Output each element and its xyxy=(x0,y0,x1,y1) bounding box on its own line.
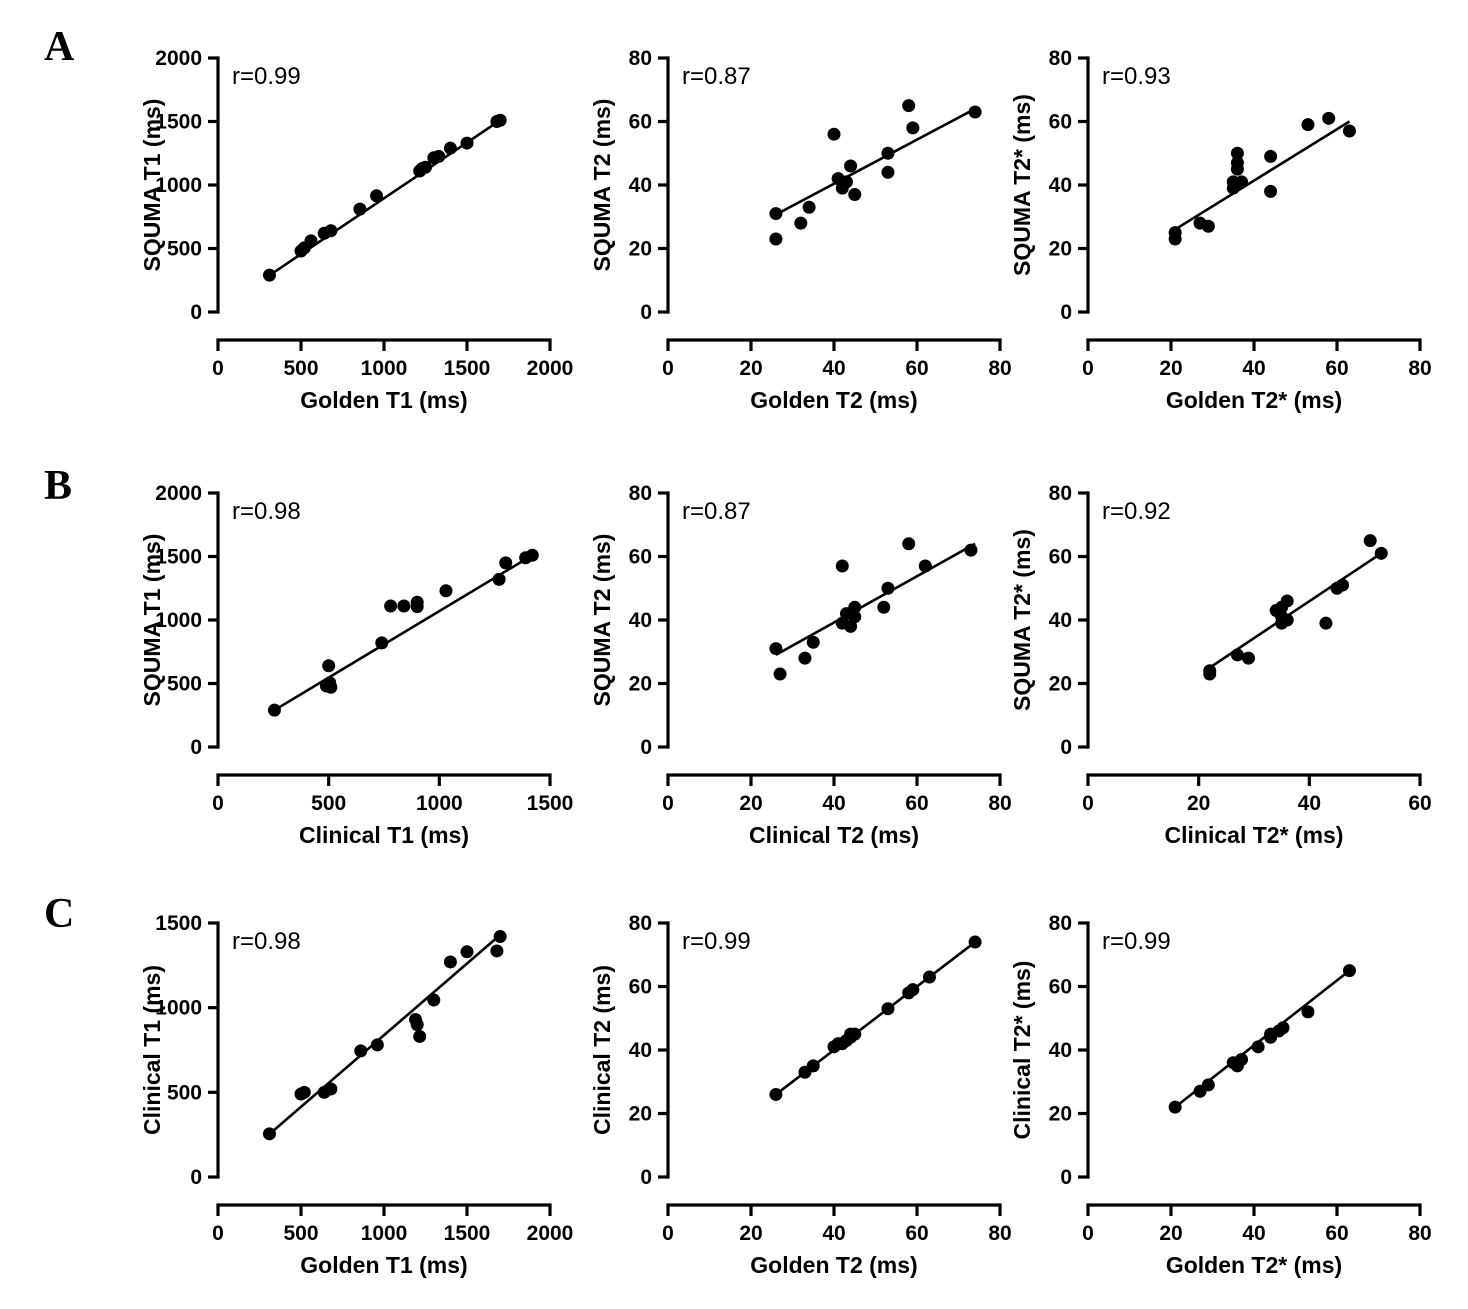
chart-c2-x-tick-label: 80 xyxy=(988,1222,1012,1245)
chart-a3-y-tick-label: 80 xyxy=(1048,47,1072,70)
chart-a2-data-point xyxy=(803,201,816,214)
chart-b3-x-tick-label: 20 xyxy=(1186,792,1211,815)
chart-c2-data-point xyxy=(969,936,982,949)
chart-a3-y-tick-label: 60 xyxy=(1048,110,1072,134)
chart-a3-x-tick-label: 20 xyxy=(1159,357,1183,380)
chart-b3-y-tick-label: 40 xyxy=(1048,609,1072,632)
chart-c3-x-tick-label: 40 xyxy=(1242,1222,1266,1245)
chart-a2-data-point xyxy=(828,128,841,141)
chart-b2-data-point xyxy=(774,667,787,680)
chart-a3-x-tick-label: 0 xyxy=(1082,357,1094,380)
chart-b1-data-point xyxy=(411,596,424,609)
chart-c1-data-point xyxy=(461,945,474,958)
chart-b2-data-point xyxy=(881,582,894,595)
chart-c3-y-tick-label: 60 xyxy=(1048,975,1072,999)
chart-a1-x-tick-label: 2000 xyxy=(526,357,574,380)
chart-a2-x-tick-label: 40 xyxy=(822,357,846,380)
chart-a1 xyxy=(130,40,574,413)
chart-a1-y-tick-label: 2000 xyxy=(155,47,202,70)
chart-b3-y-tick-label: 0 xyxy=(1060,736,1072,759)
chart-a2-x-tick-label: 80 xyxy=(988,357,1012,380)
chart-b3-data-point xyxy=(1281,614,1294,627)
chart-c3-svg xyxy=(1000,905,1432,1278)
chart-b1-y-tick-label: 1500 xyxy=(155,545,202,569)
chart-a2-x-tick-label: 20 xyxy=(739,357,763,380)
chart-c2-correlation-label: r=0.99 xyxy=(682,928,751,955)
chart-a2-y-tick-label: 0 xyxy=(640,301,652,324)
chart-b2-x-tick-label: 80 xyxy=(988,792,1012,815)
chart-a2-y-tick-label: 60 xyxy=(628,110,652,134)
chart-b2-y-tick-label: 0 xyxy=(640,736,652,759)
chart-a2-data-point xyxy=(902,99,915,112)
chart-c3-data-point xyxy=(1252,1040,1265,1053)
chart-a3-y-tick-label: 40 xyxy=(1048,174,1072,197)
chart-c2-y-tick-label: 0 xyxy=(640,1166,652,1189)
chart-c2-x-axis-title: Golden T2 (ms) xyxy=(750,1252,918,1278)
panel-row-a xyxy=(0,10,1468,430)
chart-c3-data-point xyxy=(1343,964,1356,977)
chart-b2-x-axis-title: Clinical T2 (ms) xyxy=(749,822,919,848)
chart-b1-data-point xyxy=(322,659,335,672)
chart-c3-data-point xyxy=(1235,1053,1248,1066)
chart-a3-data-point xyxy=(1264,185,1277,198)
chart-b2-y-tick-label: 20 xyxy=(628,672,652,696)
chart-a2-data-point xyxy=(769,232,782,245)
chart-c3-y-tick-label: 40 xyxy=(1048,1039,1072,1062)
chart-b2 xyxy=(580,475,1012,848)
chart-a1-x-tick-label: 1000 xyxy=(360,357,408,380)
chart-c1-y-tick-label: 0 xyxy=(190,1166,202,1189)
chart-b1-data-point xyxy=(526,549,539,562)
chart-a3 xyxy=(1000,40,1432,413)
chart-b3 xyxy=(1000,475,1432,848)
chart-a3-data-point xyxy=(1202,220,1215,233)
chart-a1-y-tick-label: 500 xyxy=(166,237,202,261)
chart-c1-data-point xyxy=(411,1018,424,1031)
chart-a2-data-point xyxy=(794,217,807,230)
chart-b3-y-tick-label: 20 xyxy=(1048,672,1072,696)
chart-a1-y-tick-label: 1500 xyxy=(155,110,202,134)
chart-b3-data-point xyxy=(1281,594,1294,607)
chart-c2-y-axis-title: Clinical T2 (ms) xyxy=(589,965,615,1135)
chart-a3-data-point xyxy=(1322,112,1335,125)
chart-b2-fit-line xyxy=(776,544,975,655)
chart-a1-x-tick-label: 0 xyxy=(212,357,224,380)
chart-b3-y-tick-label: 60 xyxy=(1048,545,1072,569)
chart-b1-data-point xyxy=(493,573,506,586)
chart-b3-y-tick-label: 80 xyxy=(1048,482,1072,505)
chart-c1-data-point xyxy=(413,1030,426,1043)
chart-b1-data-point xyxy=(324,681,337,694)
chart-c1-correlation-label: r=0.98 xyxy=(232,928,301,955)
chart-a1-data-point xyxy=(461,137,474,150)
chart-a1-correlation-label: r=0.99 xyxy=(232,63,301,90)
panel-row-c xyxy=(0,875,1468,1295)
chart-c2-svg xyxy=(580,905,1012,1278)
chart-a2-y-axis-title: SQUMA T2 (ms) xyxy=(589,98,615,272)
chart-c1-data-point xyxy=(324,1082,337,1095)
chart-c3-data-point xyxy=(1277,1021,1290,1034)
panel-letter-c: C xyxy=(44,891,75,937)
chart-b2-x-tick-label: 60 xyxy=(905,792,929,815)
chart-c2-data-point xyxy=(881,1002,894,1015)
chart-c1-data-point xyxy=(494,930,507,943)
chart-b2-data-point xyxy=(836,560,849,573)
chart-a3-y-tick-label: 20 xyxy=(1048,237,1072,261)
chart-b1-x-axis-title: Clinical T1 (ms) xyxy=(299,822,469,848)
chart-c3-x-tick-label: 80 xyxy=(1408,1222,1432,1245)
chart-c1-data-point xyxy=(371,1038,384,1051)
chart-b2-correlation-label: r=0.87 xyxy=(682,498,751,525)
chart-c2-y-tick-label: 60 xyxy=(628,975,652,999)
chart-a2-x-tick-label: 0 xyxy=(662,357,674,380)
chart-b2-x-tick-label: 40 xyxy=(822,792,846,815)
chart-b1-data-point xyxy=(499,556,512,569)
chart-c3 xyxy=(1000,905,1432,1278)
chart-a3-x-tick-label: 40 xyxy=(1242,357,1266,380)
chart-a1-y-tick-label: 0 xyxy=(190,301,202,324)
chart-b3-data-point xyxy=(1336,579,1349,592)
chart-b3-svg xyxy=(1000,475,1432,848)
chart-b1-data-point xyxy=(439,584,452,597)
chart-c1-x-tick-label: 500 xyxy=(283,1222,319,1245)
chart-a3-data-point xyxy=(1343,125,1356,138)
chart-c1-data-point xyxy=(354,1044,367,1057)
chart-b2-data-point xyxy=(807,636,820,649)
chart-a1-data-point xyxy=(432,150,445,163)
chart-c3-y-tick-label: 80 xyxy=(1048,912,1072,935)
chart-a1-data-point xyxy=(263,269,276,282)
chart-c2-x-tick-label: 40 xyxy=(822,1222,846,1245)
chart-c1 xyxy=(130,905,574,1278)
chart-c1-data-point xyxy=(427,994,440,1007)
chart-c1-y-axis-title: Clinical T1 (ms) xyxy=(139,965,165,1135)
chart-a3-svg xyxy=(1000,40,1432,413)
chart-b3-data-point xyxy=(1231,648,1244,661)
chart-c2-y-tick-label: 20 xyxy=(628,1102,652,1126)
chart-b1-data-point xyxy=(268,704,281,717)
chart-b2-data-point xyxy=(848,610,861,623)
chart-a2-fit-line xyxy=(772,109,975,217)
chart-a2-data-point xyxy=(840,175,853,188)
chart-c2-x-tick-label: 60 xyxy=(905,1222,929,1245)
chart-c3-data-point xyxy=(1301,1005,1314,1018)
chart-b1-y-tick-label: 500 xyxy=(166,672,202,696)
chart-c1-data-point xyxy=(263,1127,276,1140)
chart-b1-y-tick-label: 2000 xyxy=(155,482,202,505)
chart-c1-data-point xyxy=(444,955,457,968)
chart-b1-x-tick-label: 1500 xyxy=(526,792,574,815)
chart-b2-y-tick-label: 40 xyxy=(628,609,652,632)
chart-a1-data-point xyxy=(304,234,317,247)
chart-b1-y-tick-label: 0 xyxy=(190,736,202,759)
chart-c2-data-point xyxy=(769,1088,782,1101)
chart-b1-svg xyxy=(130,475,574,848)
chart-a2-data-point xyxy=(881,147,894,160)
chart-a3-x-tick-label: 60 xyxy=(1325,357,1349,380)
chart-a2-x-axis-title: Golden T2 (ms) xyxy=(750,387,918,413)
chart-c2-y-tick-label: 40 xyxy=(628,1039,652,1062)
chart-a2-data-point xyxy=(844,159,857,172)
chart-b1-x-tick-label: 0 xyxy=(212,792,224,815)
chart-a2-data-point xyxy=(969,105,982,118)
chart-a2-x-tick-label: 60 xyxy=(905,357,929,380)
chart-c1-y-tick-label: 1000 xyxy=(155,996,202,1020)
chart-b3-data-point xyxy=(1364,534,1377,547)
chart-b3-x-tick-label: 0 xyxy=(1082,792,1094,815)
chart-a2 xyxy=(580,40,1012,413)
chart-c2-data-point xyxy=(923,970,936,983)
chart-a1-data-point xyxy=(494,114,507,127)
chart-a2-data-point xyxy=(881,166,894,179)
chart-c1-y-tick-label: 500 xyxy=(166,1081,202,1105)
chart-a3-correlation-label: r=0.93 xyxy=(1102,63,1171,90)
chart-a3-data-point xyxy=(1169,232,1182,245)
chart-c3-x-axis-title: Golden T2* (ms) xyxy=(1165,1252,1343,1278)
chart-c2-data-point xyxy=(807,1059,820,1072)
chart-a2-data-point xyxy=(906,121,919,134)
chart-a1-data-point xyxy=(444,142,457,155)
chart-c3-x-tick-label: 60 xyxy=(1325,1222,1349,1245)
chart-b3-data-point xyxy=(1242,652,1255,665)
chart-b2-data-point xyxy=(798,652,811,665)
chart-c2-x-tick-label: 0 xyxy=(662,1222,674,1245)
chart-a1-x-axis-title: Golden T1 (ms) xyxy=(300,387,468,413)
chart-a1-x-tick-label: 1500 xyxy=(443,357,491,380)
chart-c3-x-tick-label: 20 xyxy=(1159,1222,1183,1245)
chart-a2-y-tick-label: 80 xyxy=(628,47,652,70)
chart-c3-y-axis-title: Clinical T2* (ms) xyxy=(1009,960,1035,1140)
chart-b1-y-tick-label: 1000 xyxy=(155,609,202,632)
chart-a3-data-point xyxy=(1264,150,1277,163)
chart-a1-x-tick-label: 500 xyxy=(283,357,319,380)
chart-c1-svg xyxy=(130,905,574,1278)
chart-a3-fit-line xyxy=(1175,122,1349,230)
chart-c2-x-tick-label: 20 xyxy=(739,1222,763,1245)
chart-b1 xyxy=(130,475,574,848)
chart-b2-x-tick-label: 20 xyxy=(739,792,763,815)
chart-b2-data-point xyxy=(919,560,932,573)
chart-b3-data-point xyxy=(1203,667,1216,680)
chart-c2-y-tick-label: 80 xyxy=(628,912,652,935)
chart-b1-y-axis-title: SQUMA T1 (ms) xyxy=(139,533,165,707)
chart-b3-x-tick-label: 60 xyxy=(1408,792,1432,815)
panel-row-b xyxy=(0,445,1468,865)
chart-a3-data-point xyxy=(1231,156,1244,169)
chart-b1-correlation-label: r=0.98 xyxy=(232,498,301,525)
chart-a1-data-point xyxy=(324,224,337,237)
chart-a3-data-point xyxy=(1301,118,1314,131)
chart-b2-y-axis-title: SQUMA T2 (ms) xyxy=(589,533,615,707)
chart-c1-x-tick-label: 1000 xyxy=(360,1222,408,1245)
chart-a1-data-point xyxy=(370,189,383,202)
chart-b2-y-tick-label: 60 xyxy=(628,545,652,569)
chart-c2-data-point xyxy=(906,983,919,996)
chart-a3-y-axis-title: SQUMA T2* (ms) xyxy=(1009,94,1035,276)
chart-c3-y-tick-label: 20 xyxy=(1048,1102,1072,1126)
chart-a2-data-point xyxy=(848,188,861,201)
chart-a1-y-axis-title: SQUMA T1 (ms) xyxy=(139,98,165,272)
chart-a3-x-axis-title: Golden T2* (ms) xyxy=(1165,387,1343,413)
chart-a3-x-tick-label: 80 xyxy=(1408,357,1432,380)
chart-c3-y-tick-label: 0 xyxy=(1060,1166,1072,1189)
chart-b3-x-tick-label: 40 xyxy=(1297,792,1322,815)
panel-letter-b: B xyxy=(44,463,73,509)
chart-c1-data-point xyxy=(490,944,503,957)
chart-c3-data-point xyxy=(1202,1078,1215,1091)
chart-c1-x-tick-label: 2000 xyxy=(526,1222,574,1245)
chart-b2-y-tick-label: 80 xyxy=(628,482,652,505)
chart-c1-x-tick-label: 0 xyxy=(212,1222,224,1245)
chart-a1-svg xyxy=(130,40,574,413)
chart-c3-data-point xyxy=(1169,1101,1182,1114)
chart-c2-data-point xyxy=(848,1028,861,1041)
chart-b3-correlation-label: r=0.92 xyxy=(1102,498,1171,525)
chart-a1-data-point xyxy=(353,203,366,216)
chart-a2-data-point xyxy=(769,207,782,220)
chart-b1-x-tick-label: 1000 xyxy=(415,792,463,815)
chart-c1-x-axis-title: Golden T1 (ms) xyxy=(300,1252,468,1278)
chart-b3-data-point xyxy=(1375,547,1388,560)
chart-a2-svg xyxy=(580,40,1012,413)
chart-b2-svg xyxy=(580,475,1012,848)
chart-a3-y-tick-label: 0 xyxy=(1060,301,1072,324)
chart-b2-data-point xyxy=(902,537,915,550)
chart-a2-correlation-label: r=0.87 xyxy=(682,63,751,90)
chart-b1-data-point xyxy=(397,600,410,613)
chart-b1-data-point xyxy=(384,600,397,613)
chart-c1-x-tick-label: 1500 xyxy=(443,1222,491,1245)
chart-b1-data-point xyxy=(375,636,388,649)
chart-c3-correlation-label: r=0.99 xyxy=(1102,928,1171,955)
chart-c1-fit-line xyxy=(268,935,500,1136)
chart-b2-data-point xyxy=(964,544,977,557)
chart-a1-y-tick-label: 1000 xyxy=(155,174,202,197)
chart-a2-y-tick-label: 40 xyxy=(628,174,652,197)
chart-c2 xyxy=(580,905,1012,1278)
chart-b2-data-point xyxy=(769,642,782,655)
chart-b3-y-axis-title: SQUMA T2* (ms) xyxy=(1009,529,1035,711)
chart-c1-y-tick-label: 1500 xyxy=(155,912,202,935)
chart-a2-y-tick-label: 20 xyxy=(628,237,652,261)
chart-a3-data-point xyxy=(1235,175,1248,188)
chart-b3-x-axis-title: Clinical T2* (ms) xyxy=(1164,822,1344,848)
chart-c3-x-tick-label: 0 xyxy=(1082,1222,1094,1245)
chart-c1-data-point xyxy=(298,1086,311,1099)
chart-b2-data-point xyxy=(877,601,890,614)
chart-b3-data-point xyxy=(1319,617,1332,630)
panel-letter-a: A xyxy=(44,24,75,70)
chart-b1-x-tick-label: 500 xyxy=(311,792,347,815)
chart-b2-x-tick-label: 0 xyxy=(662,792,674,815)
